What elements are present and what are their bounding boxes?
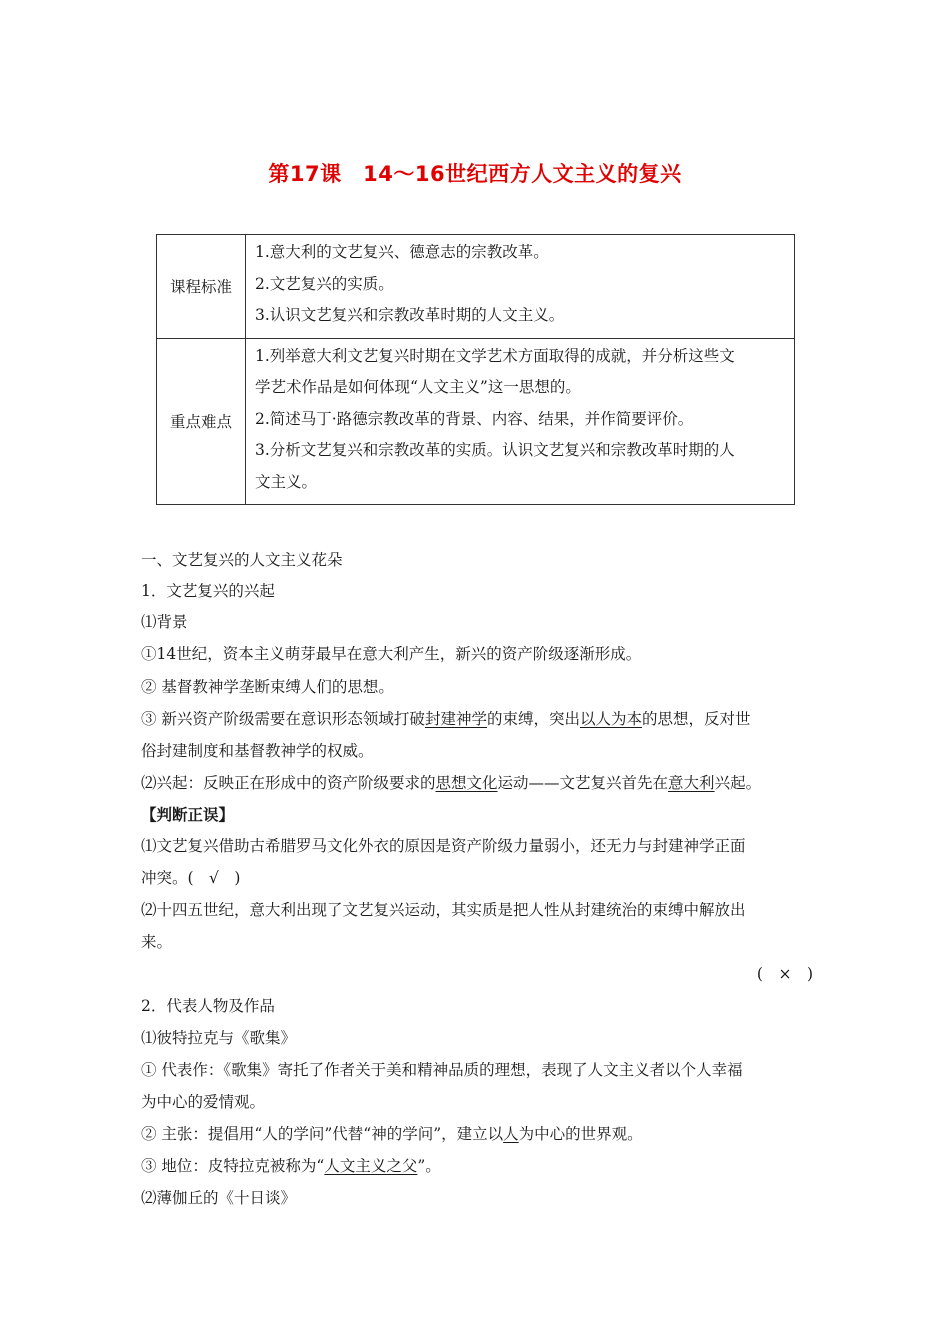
underlined-term: 封建神学 [424,710,487,728]
subheading: 2．代表人物及作品 [141,997,275,1015]
underlined-term: 以人为本 [579,710,642,728]
text-segment: 运动——文艺复兴首先在 [497,774,669,792]
list-item: 1.意大利的文艺复兴、德意志的宗教改革。 [255,243,549,261]
paragraph-line: ⑵十四五世纪，意大利出现了文艺复兴运动，其实质是把人性从封建统治的束缚中解放出 [141,901,746,919]
paragraph-line [141,1156,441,1176]
subheading: 1．文艺复兴的兴起 [141,582,275,600]
text-segment: ③ 新兴资产阶级需要在意识形态领域打破 [141,710,425,728]
text-segment: 的思想，反对世 [641,710,751,728]
text-segment: 的束缚，突出 [486,710,580,728]
text-segment: ⑵兴起：反映正在形成中的资产阶级要求的 [141,774,436,792]
section-heading: 一、文艺复兴的人文主义花朵 [141,551,343,569]
list-item: 3.认识文艺复兴和宗教改革时期的人文主义。 [255,306,565,324]
list-item: 1.列举意大利文艺复兴时期在文学艺术方面取得的成就，并分析这些文 [255,346,735,365]
page-title: 第17课 14～16世纪西方人文主义的复兴 [268,162,682,186]
row-content [246,235,795,339]
item-label: ⑴背景 [141,613,188,631]
paragraph-line [141,709,751,729]
underlined-term: 意大利 [668,774,715,792]
list-item: 文主义。 [255,472,318,491]
answer-mark: ( × ) [756,965,813,983]
paragraph-line: ① 代表作：《歌集》寄托了作者关于美和精神品质的理想，表现了人文主义者以个人幸福 [141,1061,743,1079]
text-segment: ”。 [417,1157,441,1175]
row-label: 重点难点 [157,338,246,505]
row-content [246,338,795,505]
curriculum-standards-table [156,234,795,505]
item-label: ⑴彼特拉克与《歌集》 [141,1029,297,1047]
paragraph-line: ①14世纪，资本主义萌芽最早在意大利产生，新兴的资产阶级逐渐形成。 [141,645,642,663]
paragraph-line: 冲突。( √ ) [141,869,241,887]
row-label: 课程标准 [157,235,246,339]
underlined-term: 人 [503,1125,519,1143]
text-segment: 兴起。 [714,774,762,792]
paragraph-line [141,773,761,793]
paragraph-line: ② 基督教神学垄断束缚人们的思想。 [141,678,394,696]
paragraph-line: ⑴文艺复兴借助古希腊罗马文化外衣的原因是资产阶级力量弱小，还无力与封建神学正面 [141,837,746,855]
item-label: ⑵薄伽丘的《十日谈》 [141,1189,297,1207]
table-row [157,235,795,339]
list-item: 学艺术作品是如何体现“人文主义”这一思想的。 [255,378,581,396]
text-segment: ③ 地位：皮特拉克被称为“ [141,1157,325,1175]
underlined-term: 思想文化 [435,774,498,792]
paragraph-line: 为中心的爱情观。 [141,1093,266,1111]
paragraph-line [141,1124,643,1144]
text-segment: 为中心的世界观。 [518,1125,643,1143]
underlined-term: 人文主义之父 [324,1157,418,1175]
paragraph-line: 俗封建制度和基督教神学的权威。 [141,742,374,760]
paragraph-line: 来。 [141,933,173,951]
list-item: 3.分析文艺复兴和宗教改革的实质。认识文艺复兴和宗教改革时期的人 [255,441,735,459]
text-segment: ② 主张：提倡用“人的学问”代替“神的学问”，建立以 [141,1125,504,1143]
table-row [157,338,795,505]
list-item: 2.文艺复兴的实质。 [255,274,394,293]
list-item: 2.简述马丁·路德宗教改革的背景、内容、结果，并作简要评价。 [255,409,694,428]
judge-heading: 【判断正误】 [141,805,235,824]
